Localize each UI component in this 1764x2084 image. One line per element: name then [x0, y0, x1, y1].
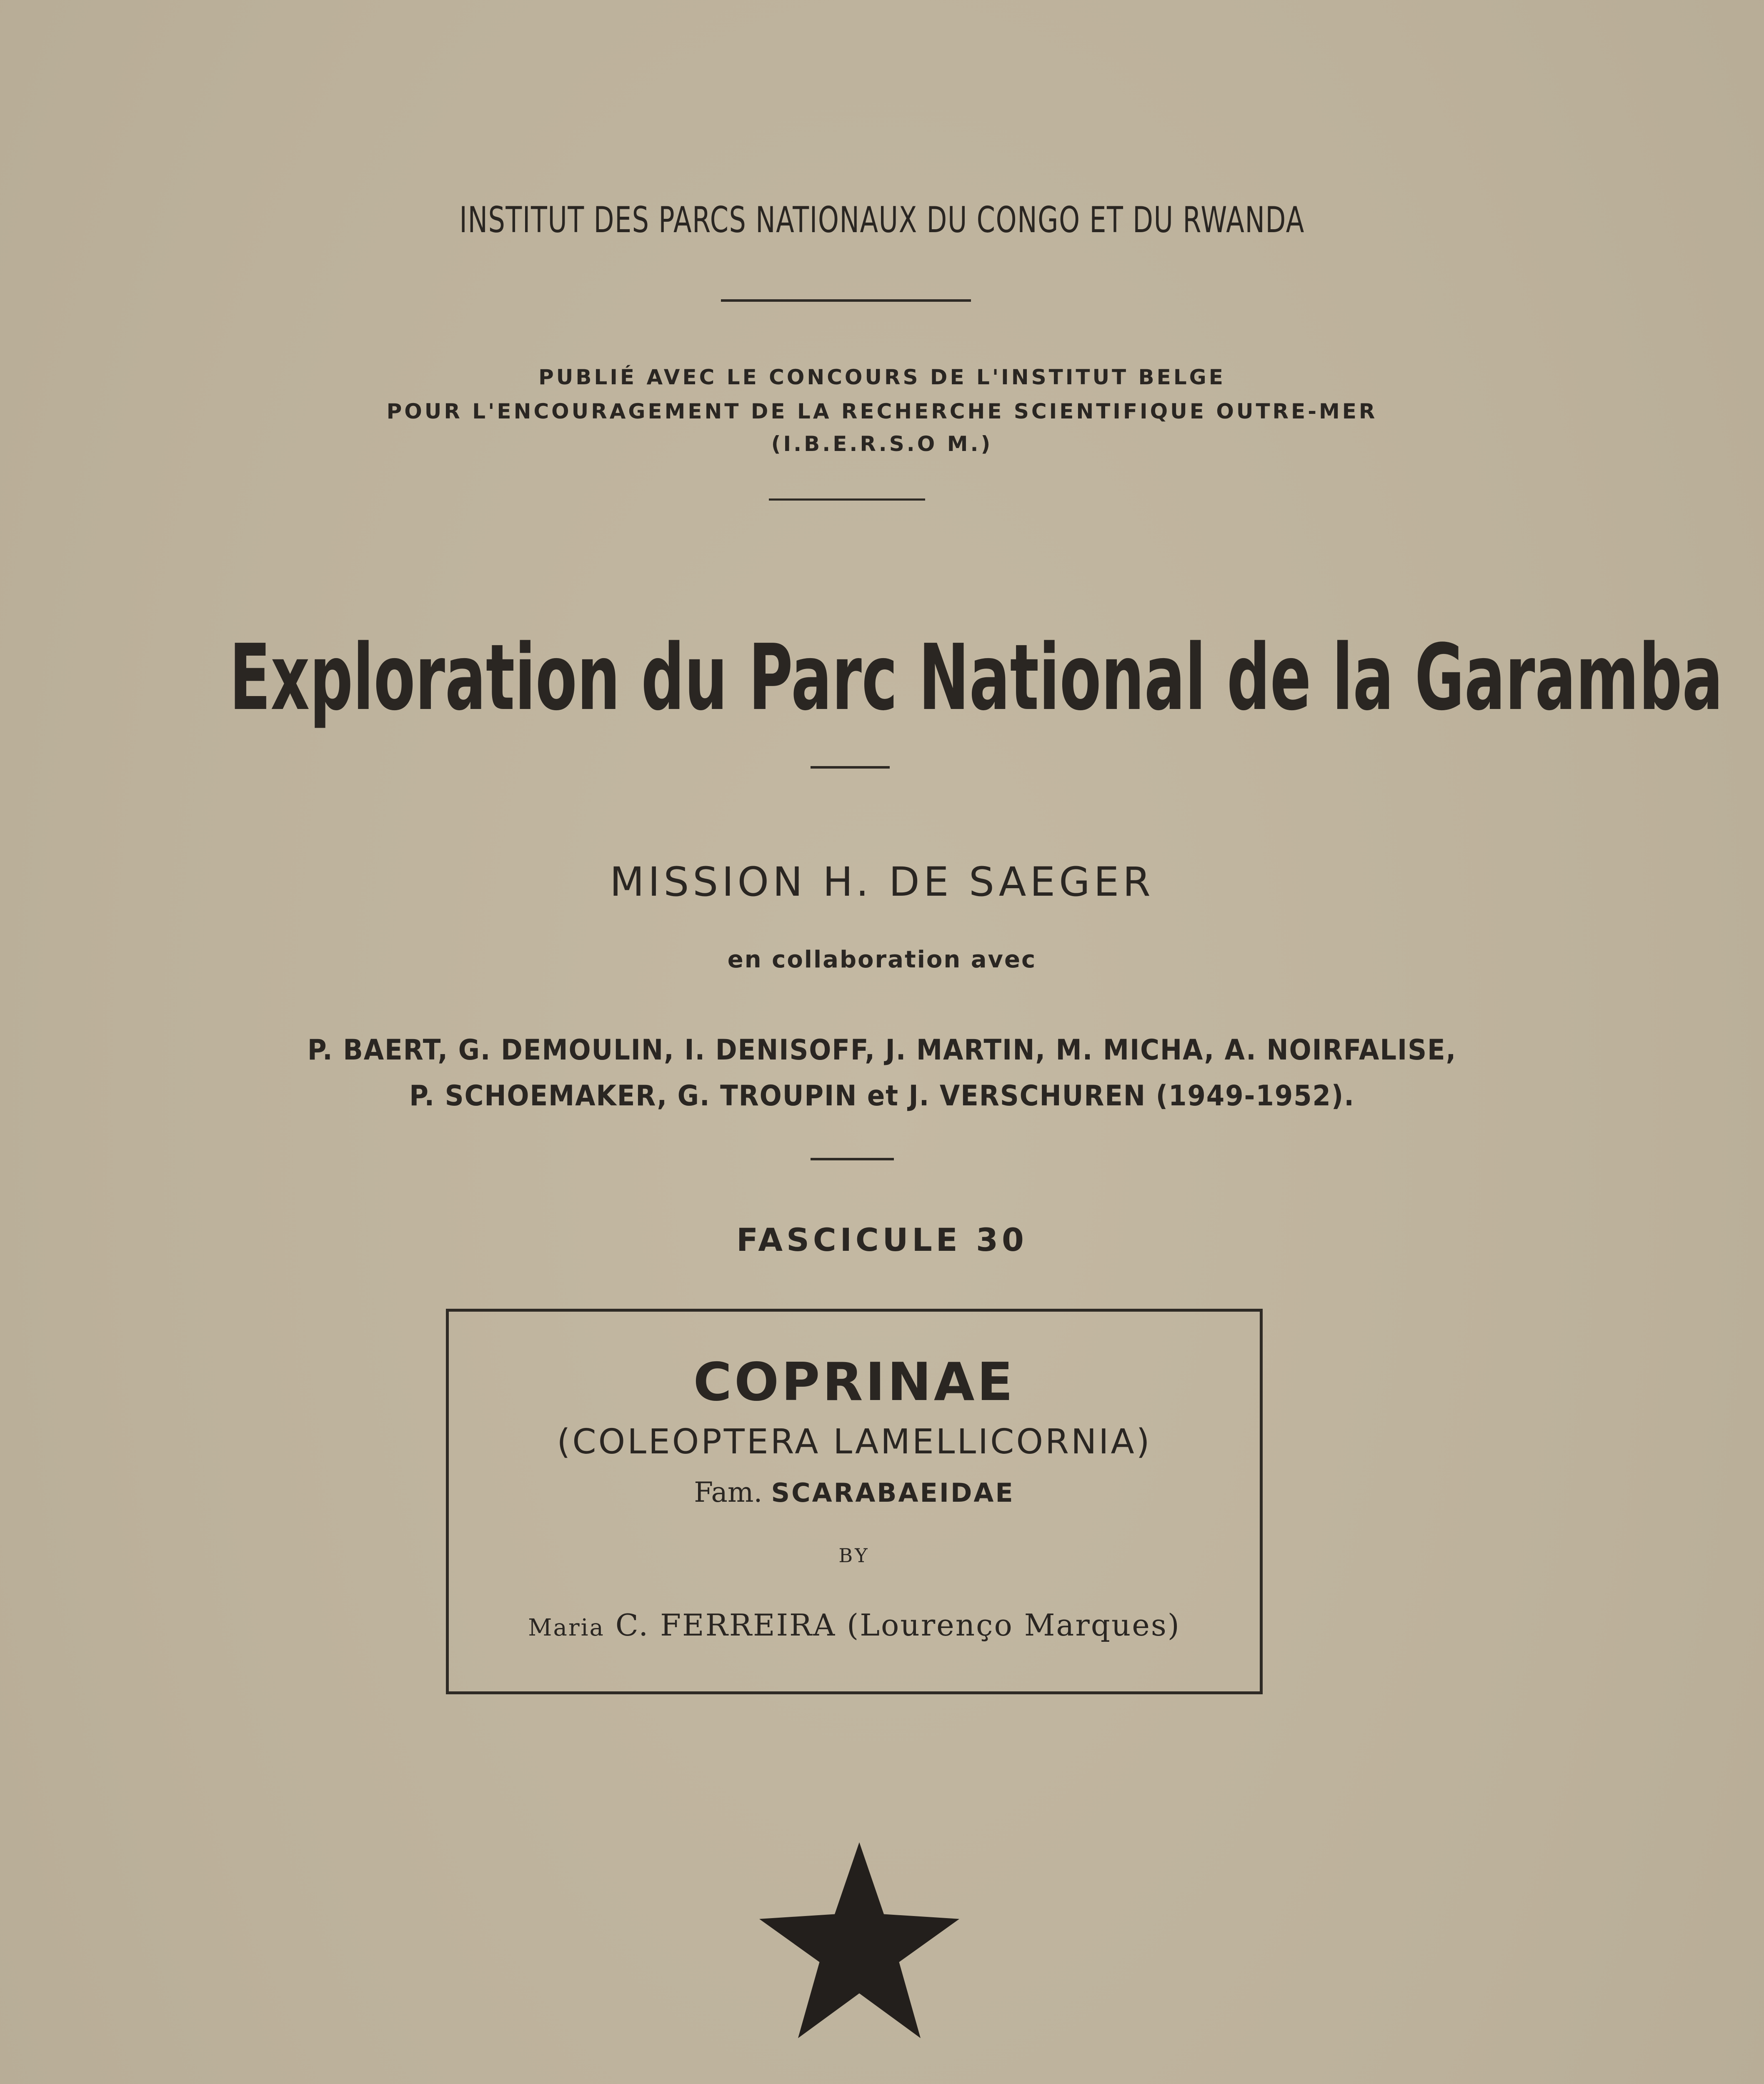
collaborators-line-1: P. BAERT, G. DEMOULIN, I. DENISOFF, J. MARTIN, M. MICHA, A. NOIRFALISE, — [307, 1034, 1457, 1067]
author-name-rest: C. FERREIRA (Lourenço Marques) — [615, 1608, 1181, 1643]
publisher-note-line-3: (I.B.E.R.S.O M.) — [771, 432, 993, 456]
by-label: BY — [838, 1544, 870, 1567]
mission-name: MISSION H. DE SAEGER — [610, 859, 1154, 905]
divider — [811, 766, 890, 769]
divider — [721, 299, 971, 302]
institute-name: INSTITUT DES PARCS NATIONAUX DU CONGO ET DU RWANDA — [459, 199, 1305, 241]
collaboration-label: en collaboration avec — [727, 946, 1037, 973]
title-box — [446, 1309, 1263, 1694]
publisher-note-line-2: POUR L'ENCOURAGEMENT DE LA RECHERCHE SCIENTIFIQUE OUTRE-MER — [386, 399, 1378, 423]
author-line — [449, 1608, 1260, 1643]
family-prefix: Fam. — [694, 1476, 763, 1508]
author-first-name: Maria — [528, 1614, 605, 1641]
page-title: Exploration du Parc National de la Garamba — [229, 625, 1723, 731]
subfamily-title: COPRINAE — [693, 1351, 1016, 1413]
collaborators-line-2: P. SCHOEMAKER, G. TROUPIN et J. VERSCHUREN (1949-1952). — [409, 1080, 1355, 1112]
publisher-note-line-1: PUBLIÉ AVEC LE CONCOURS DE L'INSTITUT BELGE — [538, 365, 1226, 389]
family-line — [449, 1476, 1260, 1508]
family-name: SCARABAEIDAE — [771, 1478, 1015, 1508]
order-title: (COLEOPTERA LAMELLICORNIA) — [557, 1422, 1152, 1462]
divider — [811, 1158, 894, 1160]
divider — [769, 498, 925, 501]
fascicule-number: FASCICULE 30 — [736, 1221, 1028, 1258]
star-icon — [755, 1842, 963, 2038]
